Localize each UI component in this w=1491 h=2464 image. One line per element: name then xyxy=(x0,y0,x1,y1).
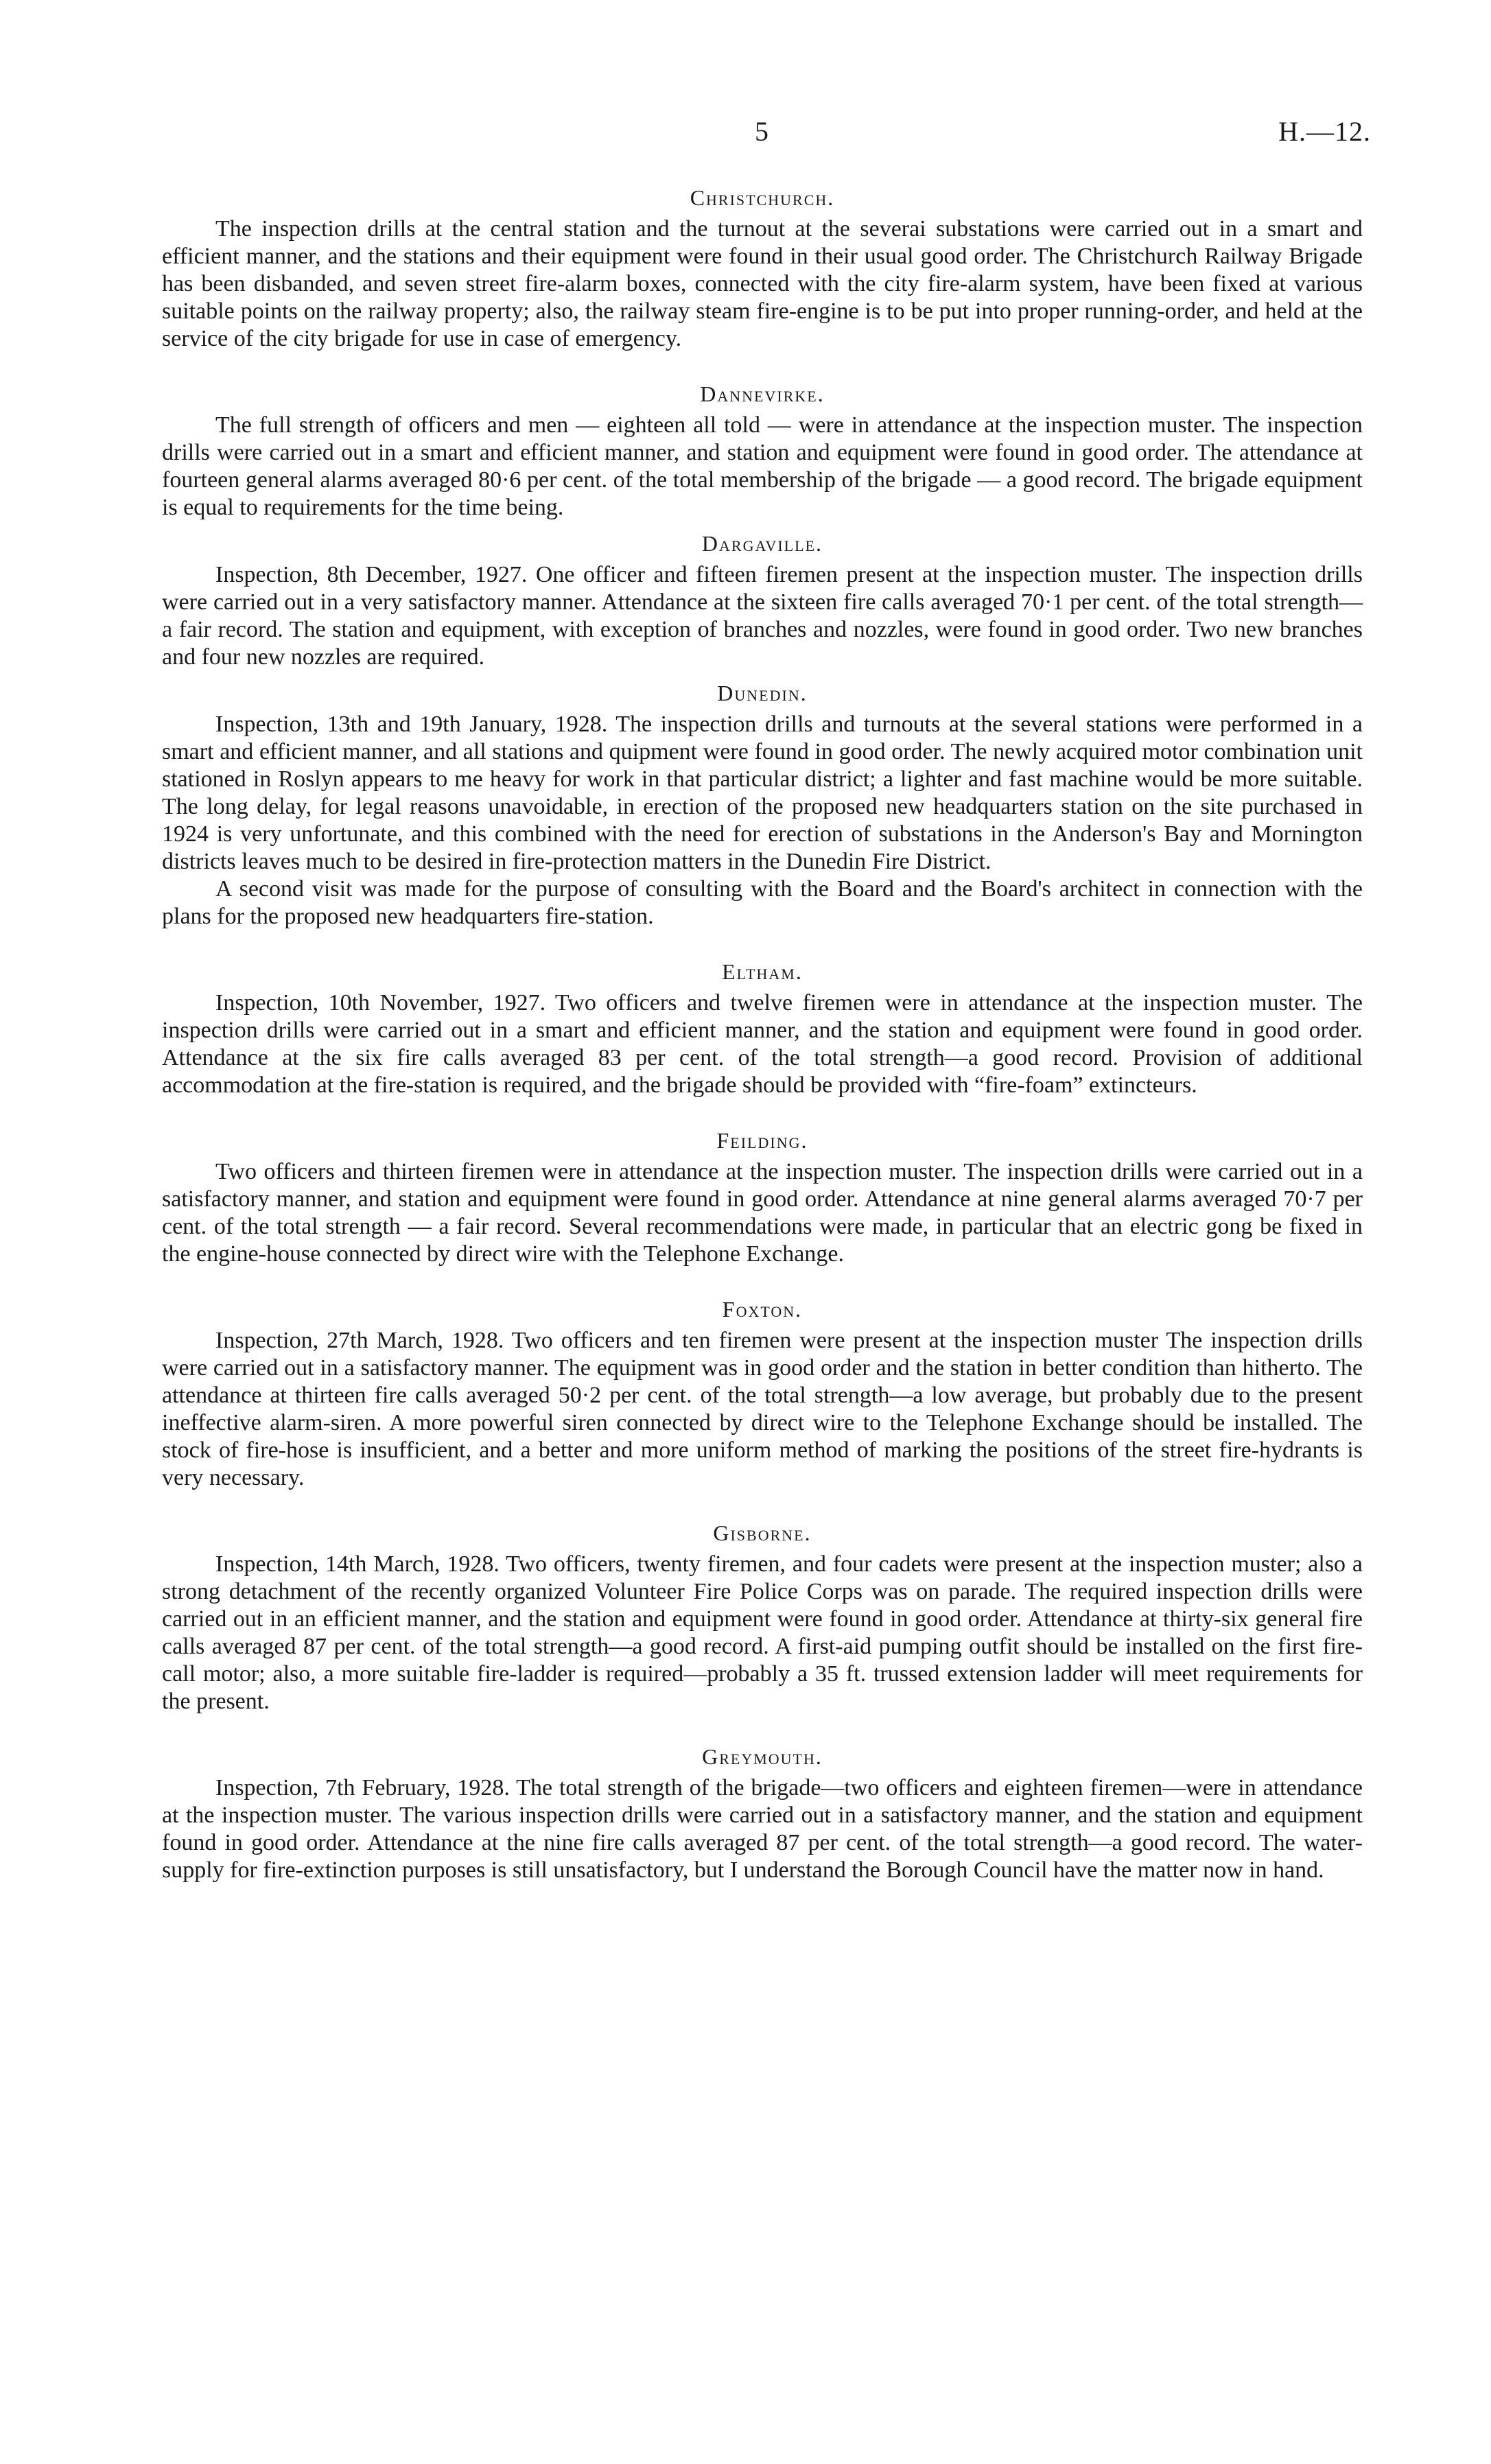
section-feilding xyxy=(162,1127,1363,1268)
section-paragraph: Inspection, 13th and 19th January, 1928. The inspection drills and turnouts at the several stations were performed in a smart and efficient manner, and all stations and quipment were found in good order. The newly acquired motor combination unit stationed in Roslyn appears to me heavy for work in that particular district; a lighter and fast machine would be more suitable. The long delay, for legal reasons unavoidable, in erection of the proposed new headquarters station on the site purchased in 1924 is very unfortunate, and this combined with the need for erection of substations in the Anderson's Bay and Mornington districts leaves much to be desired in fire-protection matters in the Dunedin Fire District. xyxy=(162,712,1363,874)
section-christchurch xyxy=(162,184,1363,353)
section-paragraph: Two officers and thirteen firemen were in attendance at the inspection muster. The inspection drills were carried out in a satisfactory manner, and station and equipment were found in good order. Attendance at nine general alarms averaged 70·7 per cent. of the total strength — a fair record. Several recommendations were made, in particular that an electric gong be fixed in the engine-house connected by direct wire with the Telephone Exchange. xyxy=(162,1159,1363,1267)
section-heading: Dannevirke. xyxy=(700,382,825,406)
section-paragraph: Inspection, 10th November, 1927. Two officers and twelve firemen were in attendance at the inspection muster. The inspection drills were carried out in a smart and efficient manner, and the station and equipment were found in good order. Attendance at the six fire calls averaged 83 per cent. of the total strength—a good record. Provision of additional accommodation at the fire-station is required, and the brigade should be provided with “fire-foam” extincteurs. xyxy=(162,990,1363,1098)
section-heading: Eltham. xyxy=(722,959,803,984)
section-foxton xyxy=(162,1295,1363,1492)
section-gisborne xyxy=(162,1519,1363,1715)
section-heading: Feilding. xyxy=(716,1128,808,1153)
section-paragraph: A second visit was made for the purpose of consulting with the Board and the Board's architect in connection with the plans for the proposed new headquarters fire-station. xyxy=(162,876,1363,929)
section-dargaville xyxy=(162,530,1363,671)
section-paragraph: Inspection, 7th February, 1928. The total strength of the brigade—two officers and eighteen firemen—were in attendance at the inspection muster. The various inspection drills were carried out in a satisfactory manner, and the station and equipment found in good order. Attendance at the nine fire calls averaged 87 per cent. of the total strength—a good record. The water-supply for fire-extinction purposes is still unsatisfactory, but I understand the Borough Council have the matter now in hand. xyxy=(162,1775,1363,1883)
section-heading: Dunedin. xyxy=(717,681,808,705)
report-body xyxy=(162,184,1363,1884)
section-paragraph: Inspection, 8th December, 1927. One officer and fifteen firemen present at the inspection muster. The inspection drills were carried out in a very satisfactory manner. Attendance at the sixteen fire calls averaged 70·1 per cent. of the total strength—a fair record. The station and equipment, with exception of branches and nozzles, were found in good order. Two new branches and four new nozzles are required. xyxy=(162,562,1363,670)
section-paragraph: The inspection drills at the central station and the turnout at the severai substations were carried out in a smart and efficient manner, and the stations and their equipment were found in their usual good order. The Christchurch Railway Brigade has been disbanded, and seven street fire-alarm boxes, connected with the city fire-alarm system, have been fixed at various suitable points on the railway property; also, the railway steam fire-engine is to be put into proper running-order, and held at the service of the city brigade for use in case of emergency. xyxy=(162,216,1363,351)
section-paragraph: Inspection, 14th March, 1928. Two officers, twenty firemen, and four cadets were present at the inspection muster; also a strong detachment of the recently organized Volunteer Fire Police Corps was on parade. The required inspection drills were carried out in an efficient manner, and the station and equipment were found in good order. Attendance at thirty-six general fire calls averaged 87 per cent. of the total strength—a good record. A first-aid pumping outfit should be installed on the first fire-call motor; also, a more suitable fire-ladder is required—probably a 35 ft. trussed extension ladder will meet requirements for the present. xyxy=(162,1551,1363,1714)
section-paragraph: Inspection, 27th March, 1928. Two officers and ten firemen were present at the inspection muster The inspection drills were carried out in a satisfactory manner. The equipment was in good order and the station in better condition than hitherto. The attendance at thirteen fire calls averaged 50·2 per cent. of the total strength—a low average, but probably due to the present ineffective alarm-siren. A more powerful siren connected by direct wire to the Telephone Exchange should be installed. The stock of fire-hose is insufficient, and a better and more uniform method of marking the positions of the street fire-hydrants is very necessary. xyxy=(162,1328,1363,1490)
section-heading: Foxton. xyxy=(722,1297,803,1322)
section-eltham xyxy=(162,958,1363,1099)
section-heading: Christchurch. xyxy=(690,185,835,210)
section-dunedin xyxy=(162,679,1363,930)
section-heading: Gisborne. xyxy=(713,1521,812,1545)
section-dannevirke xyxy=(162,380,1363,521)
section-greymouth xyxy=(162,1743,1363,1884)
report-code: H.—12. xyxy=(1278,116,1371,147)
section-heading: Dargaville. xyxy=(701,531,823,556)
page-number: 5 xyxy=(755,116,768,147)
section-paragraph: The full strength of officers and men — eighteen all told — were in attendance at the inspection muster. The inspection drills were carried out in a smart and efficient manner, and station and equipment were found in good order. The attendance at fourteen general alarms averaged 80·6 per cent. of the total membership of the brigade — a good record. The brigade equipment is equal to requirements for the time being. xyxy=(162,412,1363,520)
section-heading: Greymouth. xyxy=(702,1744,823,1769)
